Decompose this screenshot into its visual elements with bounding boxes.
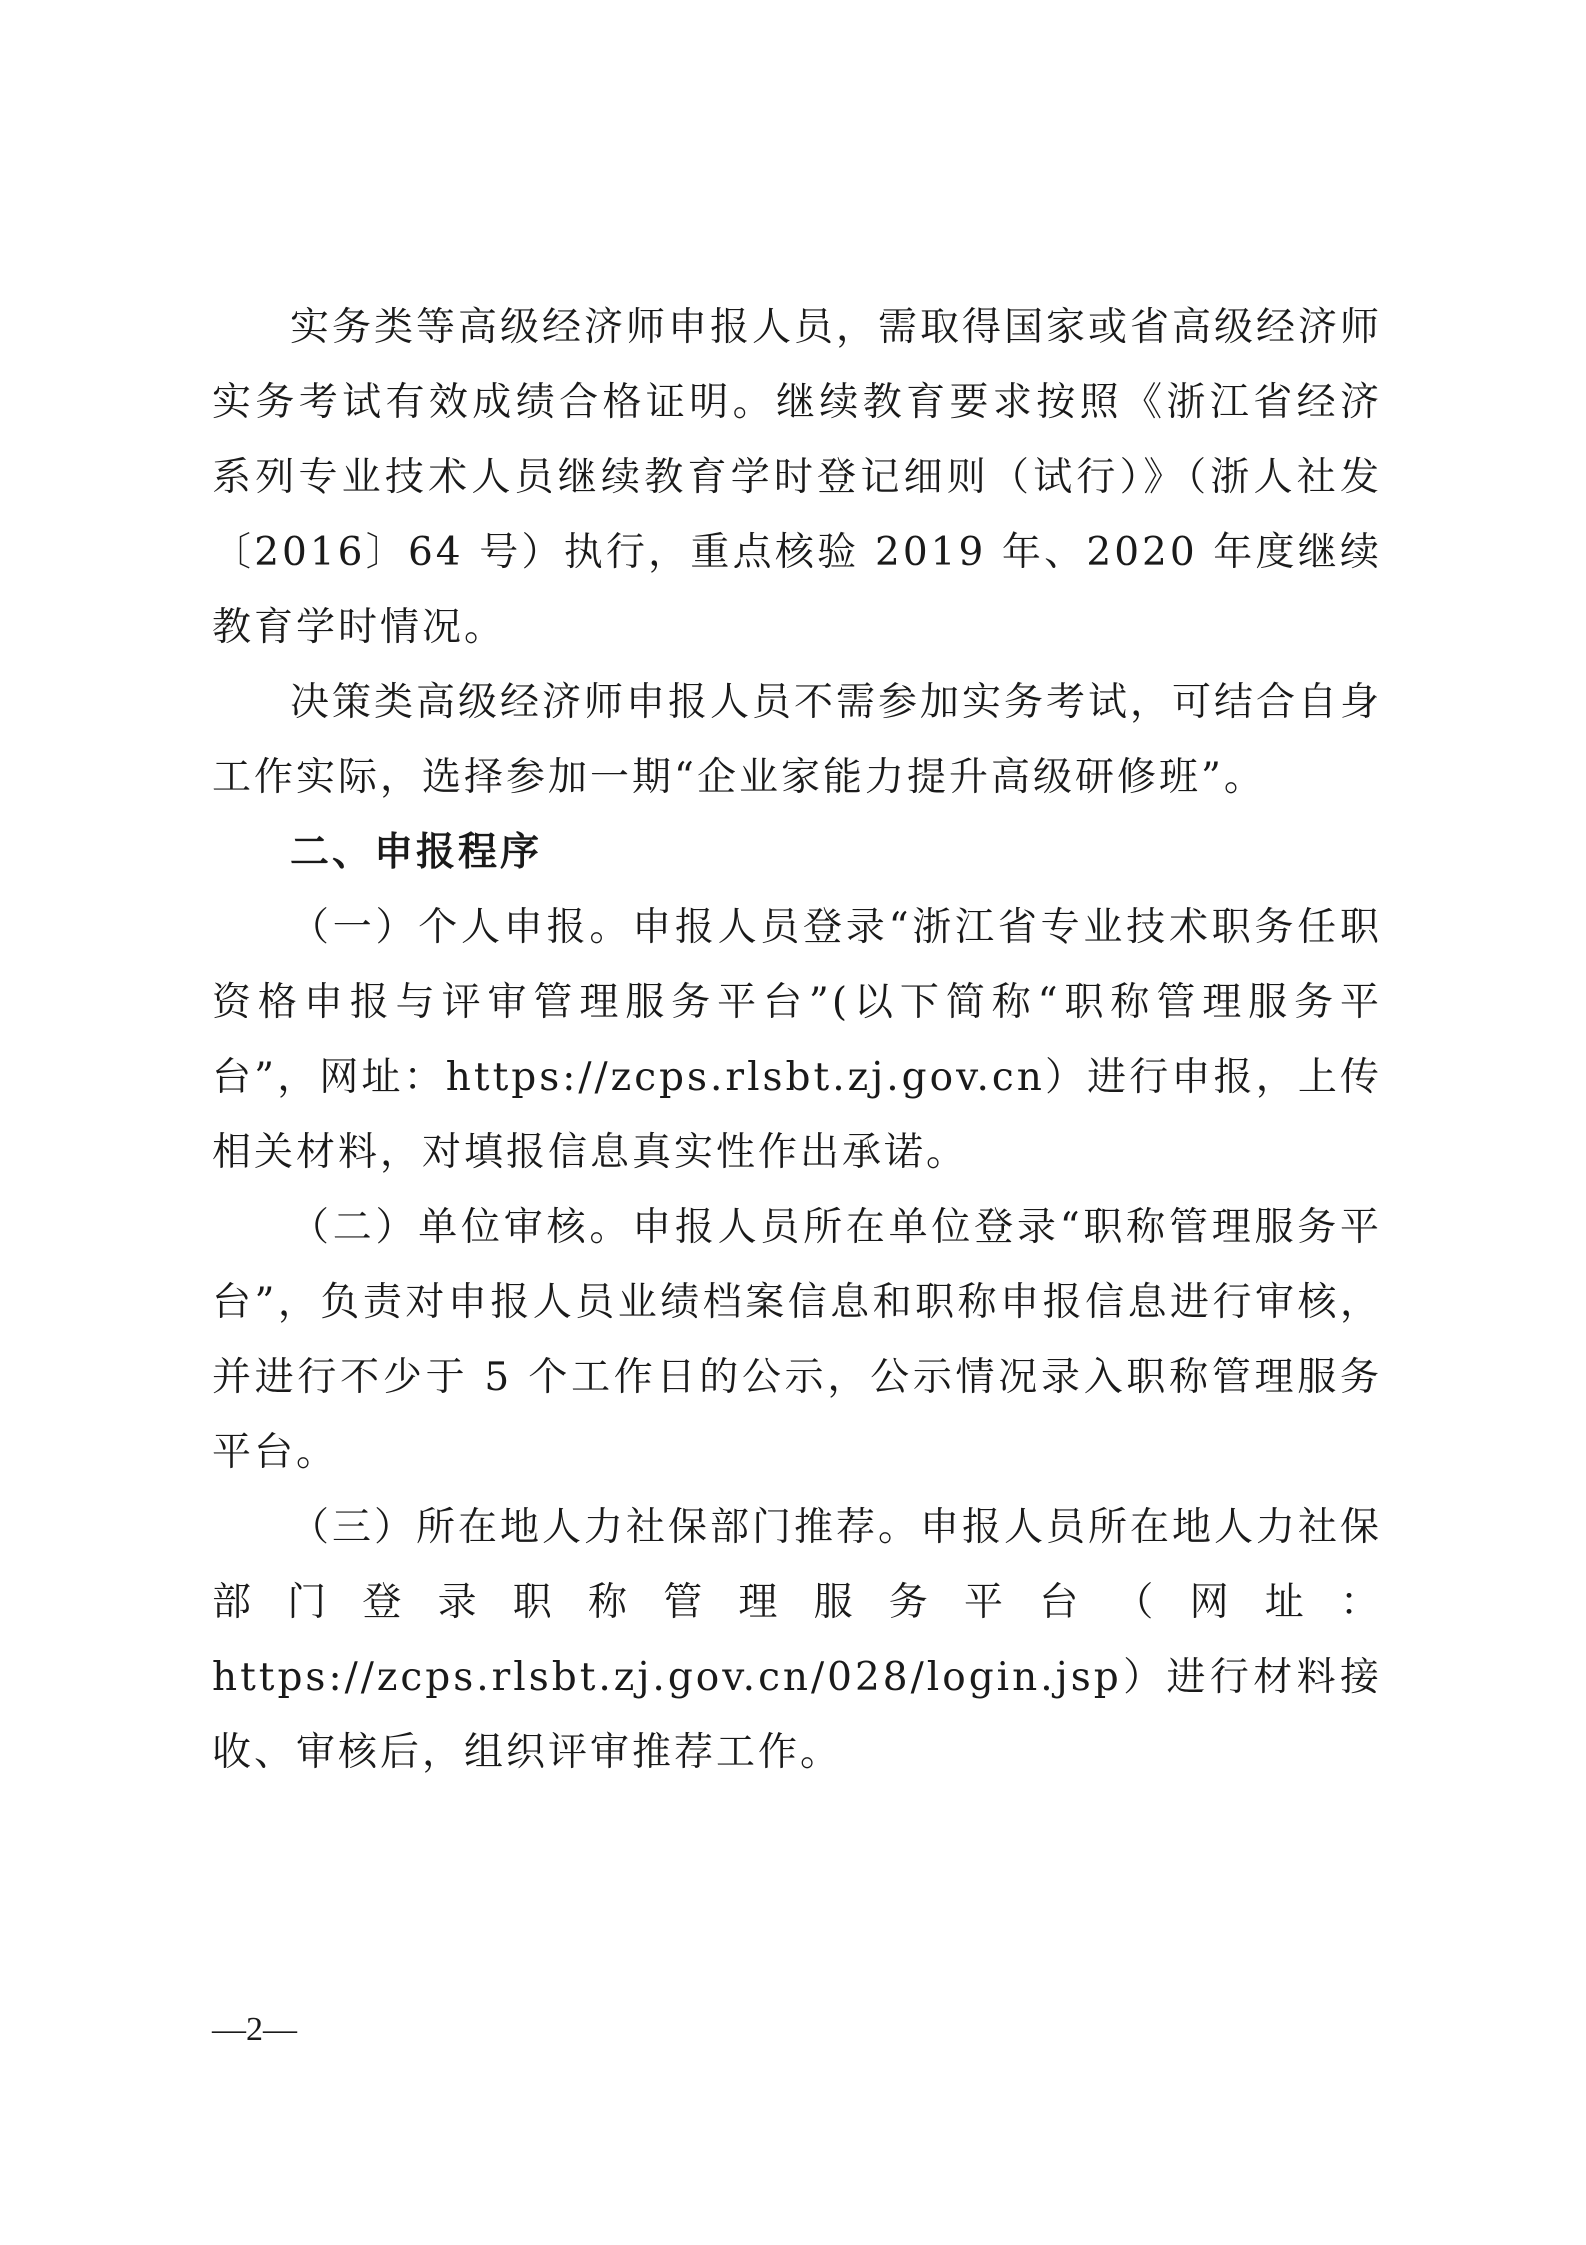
- page-number: —2—: [212, 2011, 297, 2048]
- document-body: [212, 290, 1382, 1790]
- paragraph-step-local: （三）所在地人力社保部门推荐。申报人员所在地人力社保部 门 登 录 职 称 管 理 服 务 平 台 （ 网 址 ：https://zcps.rlsbt.zj.gov.cn/028/login.jsp）进行材料接收、审核后，组织评审推荐工作。: [212, 1505, 1383, 1775]
- paragraph-decision-type: 决策类高级经济师申报人员不需参加实务考试，可结合自身工作实际，选择参加一期“企业家能力提升高级研修班”。: [212, 680, 1383, 800]
- paragraph-step-unit: （二）单位审核。申报人员所在单位登录“职称管理服务平台”，负责对申报人员业绩档案信息和职称申报信息进行审核，并进行不少于 5 个工作日的公示，公示情况录入职称管理服务平台。: [212, 1205, 1382, 1475]
- paragraph-exam-requirements: 实务类等高级经济师申报人员，需取得国家或省高级经济师实务考试有效成绩合格证明。继续教育要求按照《浙江省经济系列专业技术人员继续教育学时登记细则（试行）》（浙人社发〔2016〕64 号）执行，重点核验 2019 年、2020 年度继续教育学时情况。: [212, 305, 1383, 650]
- paragraph-step-personal: （一）个人申报。申报人员登录“浙江省专业技术职务任职资格申报与评审管理服务平台”(以下简称“职称管理服务平台”，网址：https://zcps.rlsbt.zj.gov.cn）进行申报，上传相关材料，对填报信息真实性作出承诺。: [212, 905, 1382, 1175]
- section-heading: 二、申报程序: [290, 830, 543, 875]
